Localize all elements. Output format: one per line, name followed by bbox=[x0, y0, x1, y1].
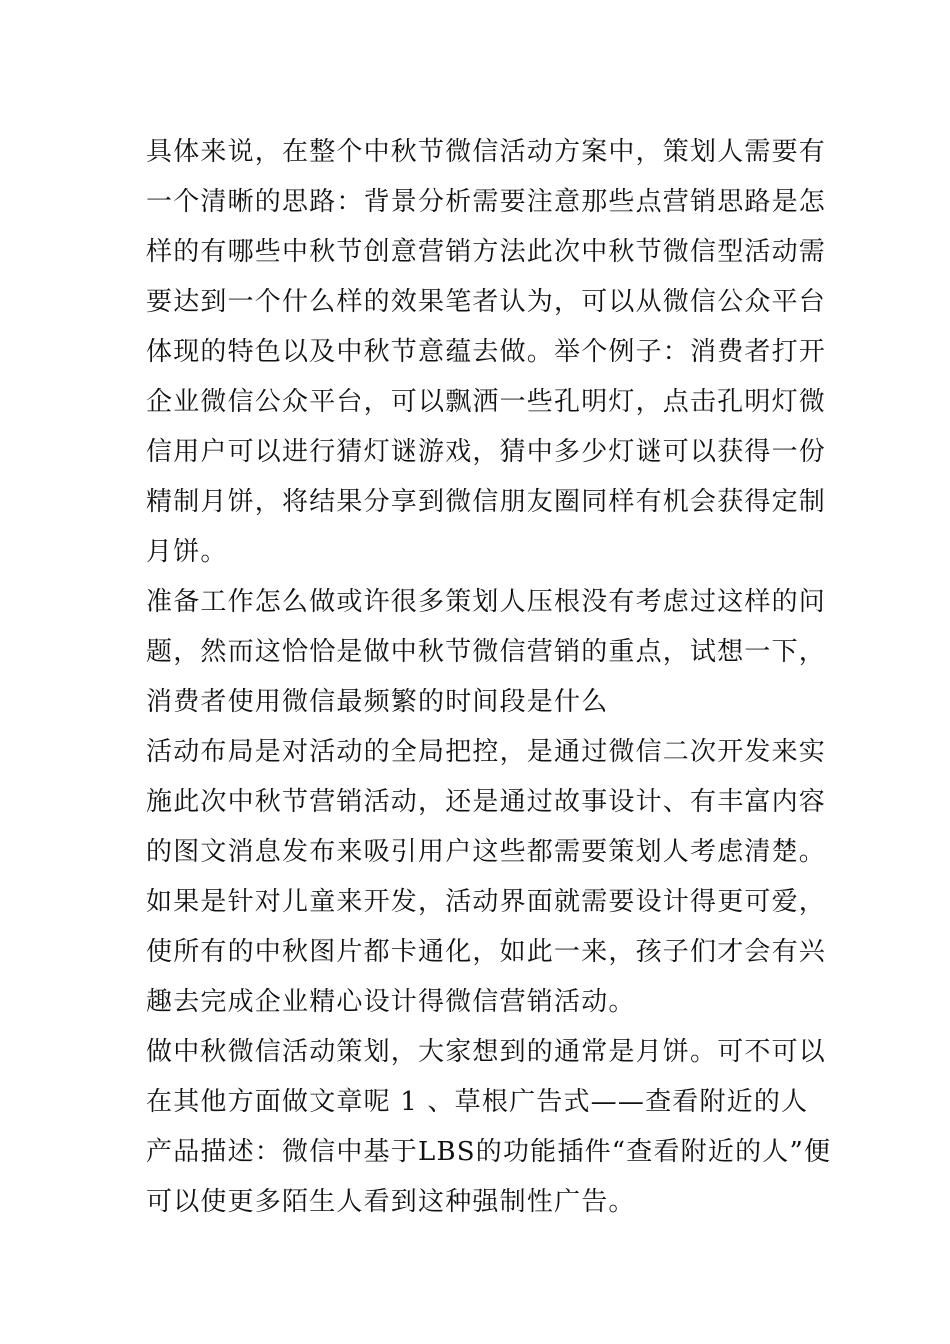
text-line: 精制月饼，将结果分享到微信朋友圈同样有机会获得定制 bbox=[146, 487, 827, 517]
text-line: 一个清晰的思路：背景分析需要注意那些点营销思路是怎 bbox=[146, 187, 827, 217]
text-line: 准备工作怎么做或许很多策划人压根没有考虑过这样的问 bbox=[146, 587, 827, 617]
text-line: 做中秋微信活动策划，大家想到的通常是月饼。可不可以 bbox=[146, 1037, 827, 1067]
paragraph-2 bbox=[146, 577, 827, 727]
paragraph-4 bbox=[146, 1027, 827, 1127]
paragraph-5 bbox=[146, 1127, 832, 1227]
text-line: 样的有哪些中秋节创意营销方法此次中秋节微信型活动需 bbox=[146, 237, 827, 267]
document-body bbox=[146, 127, 832, 1227]
text-line: 要达到一个什么样的效果笔者认为，可以从微信公众平台 bbox=[146, 287, 827, 317]
text-line: 信用户可以进行猜灯谜游戏，猜中多少灯谜可以获得一份 bbox=[146, 437, 827, 467]
text-line: 体现的特色以及中秋节意蕴去做。举个例子：消费者打开 bbox=[146, 337, 827, 367]
text-line: 月饼。 bbox=[146, 537, 228, 567]
text-line: 如果是针对儿童来开发，活动界面就需要设计得更可爱， bbox=[146, 887, 827, 917]
text-line: 使所有的中秋图片都卡通化，如此一来，孩子们才会有兴 bbox=[146, 937, 827, 967]
text-line: 消费者使用微信最频繁的时间段是什么 bbox=[146, 687, 609, 717]
text-line: 的图文消息发布来吸引用户这些都需要策划人考虑清楚。 bbox=[146, 837, 827, 867]
text-line: 可以使更多陌生人看到这种强制性广告。 bbox=[146, 1187, 636, 1217]
text-line: 施此次中秋节营销活动，还是通过故事设计、有丰富内容 bbox=[146, 787, 827, 817]
paragraph-1 bbox=[146, 127, 827, 577]
text-line: 题，然而这恰恰是做中秋节微信营销的重点，试想一下， bbox=[146, 637, 827, 667]
paragraph-3 bbox=[146, 727, 827, 1027]
text-line: 产品描述：微信中基于LBS的功能插件“查看附近的人”便 bbox=[146, 1137, 832, 1167]
text-line: 活动布局是对活动的全局把控，是通过微信二次开发来实 bbox=[146, 737, 827, 767]
text-line: 趣去完成企业精心设计得微信营销活动。 bbox=[146, 987, 636, 1017]
text-line: 具体来说，在整个中秋节微信活动方案中，策划人需要有 bbox=[146, 137, 827, 167]
text-line: 在其他方面做文章呢 1 、草根广告式——查看附近的人 bbox=[146, 1087, 809, 1117]
text-line: 企业微信公众平台，可以飘洒一些孔明灯，点击孔明灯微 bbox=[146, 387, 827, 417]
